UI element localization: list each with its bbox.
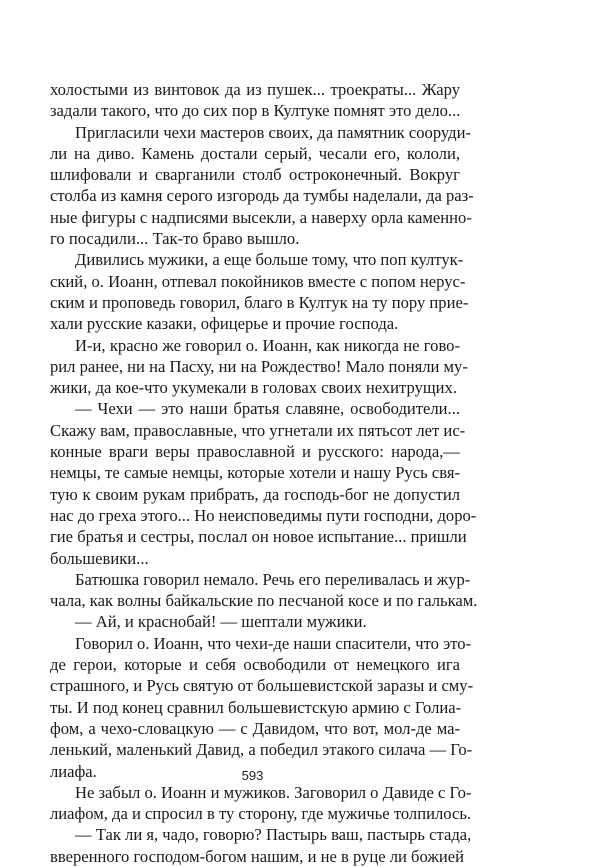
text-line: хали русские казаки, офицерье и прочие господа. bbox=[50, 314, 399, 334]
text-line: конные враги веры православной и русского: народа,— bbox=[50, 442, 460, 462]
text-line: — Ай, и краснобай! — шептали мужики. bbox=[75, 612, 367, 632]
text-line: Пригласили чехи мастеров своих, да памятник сооруди- bbox=[75, 122, 472, 142]
text-line: Батюшка говорил немало. Речь его переливалась и жур- bbox=[75, 569, 471, 589]
text-line: вверенного господом-богом нашим, и не в руце ли божией bbox=[50, 846, 464, 866]
text-line: большевики... bbox=[50, 548, 149, 568]
text-line: — Так ли я, чадо, говорю? Пастырь ваш, пастырь стада, bbox=[75, 825, 472, 845]
text-line: лиафом, да и спросил в ту сторону, где мужичье толпилось. bbox=[50, 804, 472, 824]
text-line: де герои, которые и себя освободили от немецкого ига bbox=[50, 655, 460, 675]
text-line: Дивились мужики, а еще больше тому, что поп култук- bbox=[75, 250, 464, 270]
text-line: ским и проповедь говорил, благо в Култук на ту пору прие- bbox=[50, 292, 469, 312]
text-line: фом, а чехо-словацкую — с Давидом, что вот, мол-де ма- bbox=[50, 718, 460, 738]
text-line: шлифовали и сварганили столб остроконечный. Вокруг bbox=[50, 165, 460, 185]
text-line: жики, да кое-что укумекали в головах своих нехитрущих. bbox=[50, 378, 457, 398]
text-line: ные фигуры с надписями высекли, а наверху орла каменно- bbox=[50, 207, 472, 227]
text-line: тую к своим рукам прибрать, да господь-бог не допустил bbox=[50, 484, 460, 504]
text-line: лиафа. bbox=[50, 761, 97, 781]
text-line: страшного, и Русь святую от большевистской заразы и сму- bbox=[50, 676, 474, 696]
text-line: ленький, маленький Давид, а победил этакого силача — Го- bbox=[50, 740, 473, 760]
text-line: рил ранее, ни на Пасху, ни на Рождество! Мало поняли му- bbox=[50, 356, 468, 376]
text-line: нас до греха этого... Но неисповедимы пути господни, доро- bbox=[50, 505, 477, 525]
text-line: ский, о. Иоанн, отпевал покойников вместе с попом нерус- bbox=[50, 271, 466, 291]
text-line: столба из камня серого изгородь да тумбы наделали, да раз- bbox=[50, 186, 474, 206]
text-line: — Чехи — это наши братья славяне, освободители... bbox=[75, 399, 460, 419]
text-line: немцы, те самые немцы, которые хотели и нашу Русь свя- bbox=[50, 463, 460, 483]
text-line: Скажу вам, православные, что угнетали их пятьсот лет ис- bbox=[50, 420, 466, 440]
text-line: го посадили... Так-то браво вышло. bbox=[50, 229, 300, 249]
text-line: холостыми из винтовок да из пушек... троекраты... Жару bbox=[50, 80, 460, 99]
text-line: Говорил о. Иоанн, что чехи-де наши спасители, что это- bbox=[75, 633, 472, 653]
text-line: задали такого, что до сих пор в Култуке помнят это дело... bbox=[50, 101, 461, 121]
text-line: гие братья и сестры, послал он новое испытание... пришли bbox=[50, 527, 467, 547]
text-line: Не забыл о. Иоанн и мужиков. Заговорил о Давиде с Го- bbox=[75, 782, 472, 802]
page-body bbox=[50, 79, 478, 867]
text-line: чала, как волны байкальские по песчаной косе и по галькам. bbox=[50, 591, 478, 611]
text-line: И-и, красно же говорил о. Иоанн, как никогда не гово- bbox=[75, 335, 460, 355]
page-number: 593 bbox=[241, 768, 264, 783]
text-line: ты. И под конец сравнил большевистскую армию с Голиа- bbox=[50, 697, 462, 717]
text-line: ли на диво. Камень достали серый, чесали его, кололи, bbox=[50, 143, 460, 163]
